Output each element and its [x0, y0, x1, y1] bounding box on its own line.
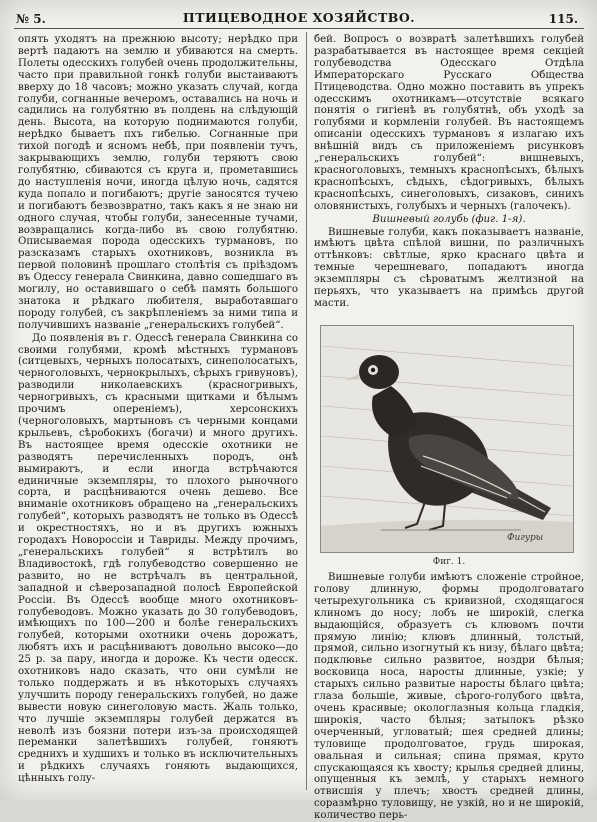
figure-label: Фиг. 1. [432, 557, 466, 567]
page-header [14, 6, 584, 29]
right-paragraph-2: Вишневые голуби, какъ показываетъ названіе, имѣютъ цвѣта спѣлой вишни, по различныхъ оттѣнковъ: свѣтлые, ярко краснаго цвѣта и темные черешневаго, попадаютъ иногда экземпляры съ сѣроватымъ желтизной на перьяхъ, что указываетъ на примѣсь другой масти. [314, 226, 584, 309]
journal-title: ПТИЦЕВОДНОЕ ХОЗЯЙСТВО. [182, 10, 416, 25]
right-paragraph-1: бей. Вопросъ о возвратѣ залетѣвшихъ голубей разрабатывается въ настоящее время секціей голубеводства Одесскаго Отдѣла Императорскаго Русскаго Общества Птицеводства. Одно можно поставить въ упрекъ одесскимъ охотникамъ—отсутствіе всякаго понятія о гигіенѣ въ голубятнѣ, объ уходѣ за голубями и кормленіи голубей. Въ настоящемъ описаніи одесскихъ турмановъ я излагаю ихъ внѣшній видъ съ приложеніемъ рисунковъ „генеральскихъ голубей“: вишневыхъ, красноголовыхъ, темныхъ краснопѣсыхъ, бѣлыхъ краснопѣсыхъ, сѣдыхъ, сѣдогривыхъ, бѣлыхъ краснопѣсыхъ, синеголовыхъ, сизаковъ, синихъ оловянистыхъ, голубыхъ и черныхъ (галочекъ). [314, 34, 584, 212]
pigeon-drawing [321, 326, 573, 552]
pigeon-illustration [320, 325, 574, 553]
illustration-signature: Фигуры [507, 533, 544, 543]
column-divider [306, 32, 307, 790]
left-paragraph-1: опять уходятъ на прежнюю высоту; нерѣдко при вертѣ падаютъ на землю и убиваются на смерть. Полеты одесскихъ голубей очень продолжительны, часто при правильной гонкѣ голуби выстаиваютъ вверху до 18 часовъ; можно указать случай, когда голуби, согнанные вечеромъ, оставались на ночь и садились на голубятню въ полдень на слѣдующій день. Высота, на которую поднимаются голуби, нерѣдко бываетъ пхъ гибелью. Согнанные при тихой погодѣ и ясномъ небѣ, при появленіи тучъ, закрывающихъ землю, голуби теряютъ свою голубятню, сбиваются съ круга и, прометавшись до наступленія ночи, иногда цѣлую ночь, садятся куда попало и погибаютъ; другіе заносятся тучею и погибаютъ безвозвратно, такъ какъ я не знаю ни одного случая, чтобы голуби, занесенные тучами, возвращались когда-либо въ свою голубятню. Описываемая порода одесскихъ турмановъ, по разсказамъ старыхъ охотниковъ, возникла въ первой половинѣ прошлаго столѣтія съ пріѣздомъ въ Одессу генерала Свинкина, давно сошедшаго въ могилу, но оставившаго о себѣ память большого знатока и рѣдкаго любителя, выработавшаго породу голубей, съ закрѣпленіемъ за ними типа и получившихъ названіе „генеральскихъ голубей“. [18, 34, 298, 331]
right-paragraph-3: Вишневые голуби имѣютъ сложеніе стройное, голову длинную, формы продолговатаго четырехугольника съ кривизной, сходящагося клиномъ до носу; лобъ не широкій, слегка выдающійся, образуетъ съ клювомъ почти прямую линію; клювъ длинный, толстый, прямой, сильно изогнутый къ низу, бѣлаго цвѣта; подклювье сильно развитое, ноздри бѣлыя; восковица носа, наросты длинные, узкіе; у старыхъ сильно развитые наросты бѣлаго цвѣта; глаза большіе, живые, сѣрого-голубого цвѣта, очень красивые; окологлазныя кольца гладкія, широкія, часто бѣлыя; затылокъ рѣзко очерченный, угловатый; шея средней длины; туловище продолговатое, грудь широкая, овальная и сильная; спина прямая, круто спускающаяся къ хвосту; крылья средней длины, опущенныя къ землѣ, у старыхъ немного отвисшія у плечъ; хвостъ средней длины, соразмѣрно туловищу, не узкій, но и не широкій, количество перь- [314, 572, 584, 822]
right-column-bottom [314, 572, 584, 822]
left-column [18, 34, 298, 785]
issue-number: № 5. [16, 12, 46, 26]
right-column-top [314, 34, 584, 310]
left-paragraph-2: До появленія въ г. Одессѣ генерала Свинкина со своими голубями, кромѣ мѣстныхъ турмановъ (ситцевыхъ, черныхъ полосатыхъ, синеполосатыхъ, черноголовыхъ, чернокрылыхъ, сѣрыхъ гривуновъ), разводили николаевскихъ (красногривыхъ, черногривыхъ, съ красными щитками и бѣлымъ прочимъ опереніемъ), херсонскихъ (черноголовыхъ, мартыновъ съ черными концами крыльевъ, сѣробокихъ (богачи) и много другихъ. Въ настоящее время одесскіе охотники не разводятъ перечисленныхъ породъ, онѣ вымираютъ, и если иногда встрѣчаются единичные экземпляры, то плохого рыночного сорта, и расцѣниваются очень дешево. Все вниманіе охотниковъ обращено на „генеральскихъ голубей“, которыхъ разводятъ не только въ Одессѣ и окрестностяхъ, но и въ другихъ южныхъ городахъ Новороссіи и Тавриды. Между прочимъ, „генеральскихъ голубей“ я встрѣтилъ во Владивостокѣ, гдѣ голубеводство совершенно не развито, но не встрѣчалъ въ центральной, западной и сѣверозападной полосѣ Европейской Россіи. Въ Одессѣ вообще много охотниковъ-голубеводовъ. Можно указать до 30 голубеводовъ, имѣющихъ по 100—200 и болѣе генеральскихъ голубей, которыми охотники очень дорожатъ, любятъ ихъ и расцѣниваютъ довольно высоко—до 25 р. за пару, иногда и дороже. Къ чести одесск. охотниковъ надо сказать, что они сумѣли не только поддержать и въ нѣкоторыхъ случаяхъ улучшить породу генеральскихъ голубей, но даже вывести новую синеголовую масть. Жаль только, что лучшіе экземпляры голубей держатся въ неволѣ изъ боязни потери изъ-за происходящей переманки залетѣвшихъ голубей, гоняютъ среднихъ и худшихъ и только въ исключительныхъ и рѣдкихъ случаяхъ гоняють выдающихся, цѣнныхъ голу- [18, 332, 298, 785]
page-number: 115. [548, 12, 578, 26]
section-caption: Вишневый голубь (фиг. 1-я). [372, 213, 526, 225]
